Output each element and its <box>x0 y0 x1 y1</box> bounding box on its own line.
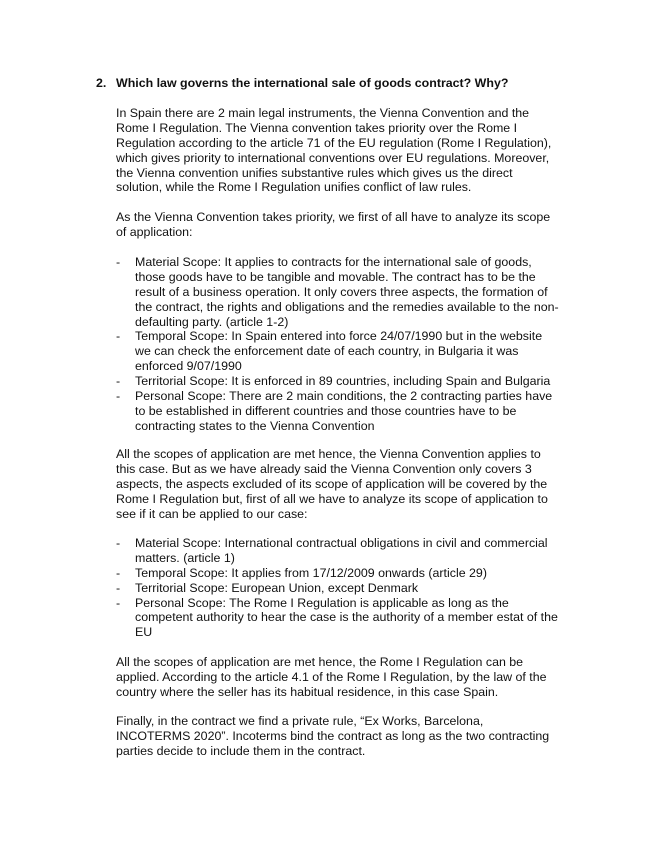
bullet-dash: - <box>116 565 121 580</box>
text-line: matters. (article 1) <box>135 550 235 565</box>
text-line: Territorial Scope: European Union, except Denmark <box>135 580 419 595</box>
bullet-dash: - <box>116 536 121 550</box>
paragraph-vienna-applies <box>116 447 586 521</box>
text-line: the contract, the rights and obligations and the remedies available to the non- <box>135 299 559 314</box>
text-line: Temporal Scope: In Spain entered into force 24/07/1990 but in the website <box>135 329 543 344</box>
question-number: 2. <box>96 76 107 90</box>
text-line: to be established in different countries and those countries have to be <box>135 403 517 418</box>
text-line: Rome I Regulation. The Vienna convention takes priority over the Rome I <box>116 120 518 135</box>
text-line: result of a business operation. It only covers three aspects, the formation of <box>135 284 548 299</box>
text-line: defaulting party. (article 1-2) <box>135 314 289 329</box>
text-line: country where the seller has its habitual residence, in this case Spain. <box>116 684 499 699</box>
text-line: Temporal Scope: It applies from 17/12/2009 onwards (article 29) <box>135 565 487 580</box>
paragraph-rome-applies <box>116 655 586 700</box>
bullet-dash: - <box>116 255 121 269</box>
text-line: aspects, the aspects excluded of its scope of application will be covered by the <box>116 476 548 491</box>
list-item-temporal-scope <box>116 329 596 374</box>
text-line: All the scopes of application are met hence, the Vienna Convention applies to <box>116 447 541 461</box>
text-line: Personal Scope: The Rome I Regulation is applicable as long as the <box>135 595 509 610</box>
text-line: of application: <box>116 224 193 239</box>
text-line: Personal Scope: There are 2 main conditions, the 2 contracting parties have <box>135 389 553 404</box>
text-line: parties decide to include them in the contract. <box>116 743 366 758</box>
bullet-dash: - <box>116 389 121 404</box>
paragraph-incoterms <box>116 714 586 759</box>
text-line: which gives priority to international conventions over EU regulations. Moreover, <box>116 150 550 165</box>
text-line: the Vienna convention unifies substantive rules which gives us the direct <box>116 165 513 180</box>
text-line: we can check the enforcement date of each country, in Bulgaria it was <box>135 344 519 359</box>
text-line: Territorial Scope: It is enforced in 89 countries, including Spain and Bulgaria <box>135 374 551 389</box>
paragraph-legal-instruments <box>116 106 586 195</box>
paragraph-vienna-priority <box>116 210 586 240</box>
list-item-personal-scope <box>116 596 596 641</box>
bullet-dash: - <box>116 374 121 389</box>
text-line: see if it can be applied to our case: <box>116 506 308 521</box>
text-line: Finally, in the contract we find a private rule, “Ex Works, Barcelona, <box>116 714 484 728</box>
text-line: applied. According to the article 4.1 of the Rome I Regulation, by the law of the <box>116 669 547 684</box>
text-line: this case. But as we have already said the Vienna Convention only covers 3 <box>116 461 532 476</box>
question-title: Which law governs the international sale of goods contract? Why? <box>116 76 509 90</box>
text-line: competent authority to hear the case is the authority of a member estat of the <box>135 610 558 625</box>
bullet-dash: - <box>116 329 121 344</box>
text-line: contracting states to the Vienna Convention <box>135 418 375 433</box>
list-item-material-scope <box>116 255 596 329</box>
rome-scope-list <box>116 536 596 640</box>
text-line: INCOTERMS 2020”. Incoterms bind the contract as long as the two contracting <box>116 728 550 743</box>
question-heading <box>96 76 626 91</box>
text-line: Rome I Regulation but, first of all we have to analyze its scope of application to <box>116 491 548 506</box>
text-line: Material Scope: International contractual obligations in civil and commercial <box>135 536 548 550</box>
text-line: EU <box>135 625 153 640</box>
bullet-dash: - <box>116 595 121 610</box>
text-line: those goods have to be tangible and movable. The contract has to be the <box>135 269 536 284</box>
text-line: As the Vienna Convention takes priority, we first of all have to analyze its scope <box>116 210 551 224</box>
list-item-territorial-scope <box>116 374 596 389</box>
text-line: Regulation according to the article 71 of the EU regulation (Rome I Regulation), <box>116 135 552 150</box>
list-item-territorial-scope <box>116 581 596 596</box>
bullet-dash: - <box>116 580 121 595</box>
list-item-personal-scope <box>116 389 596 434</box>
list-item-temporal-scope <box>116 566 596 581</box>
text-line: In Spain there are 2 main legal instruments, the Vienna Convention and the <box>116 106 530 120</box>
text-line: Material Scope: It applies to contracts for the international sale of goods, <box>135 255 532 269</box>
text-line: enforced 9/07/1990 <box>135 359 242 374</box>
vienna-scope-list <box>116 255 596 434</box>
text-line: solution, while the Rome I Regulation unifies conflict of law rules. <box>116 180 472 195</box>
text-line: All the scopes of application are met hence, the Rome I Regulation can be <box>116 655 524 669</box>
list-item-material-scope <box>116 536 596 566</box>
